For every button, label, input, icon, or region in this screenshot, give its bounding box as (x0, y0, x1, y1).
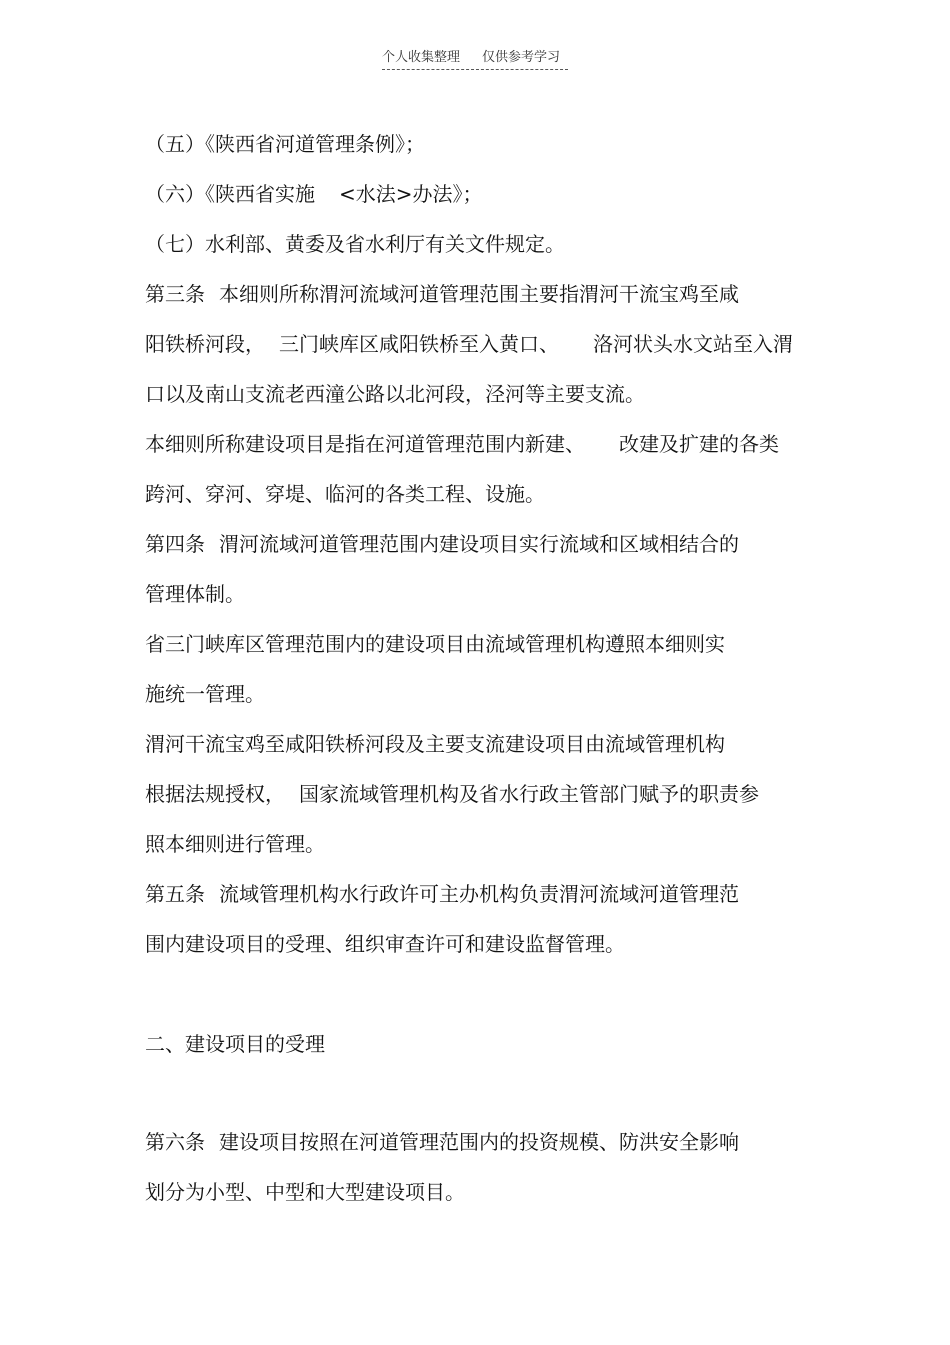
text-line-2-part-b: <水法>办法》； (339, 182, 483, 206)
article-4-line-2: 管理体制。 (145, 582, 245, 606)
article-3-line-2-part-c: 洛河状头水文站至入渭 (593, 332, 793, 356)
header-left-text: 个人收集整理 (382, 50, 461, 65)
weihe-line-2-part-a: 根据法规授权， (145, 782, 285, 806)
weihe-line-1: 渭河干流宝鸡至咸阳铁桥河段及主要支流建设项目由流域管理机构 (145, 732, 725, 756)
text-line-1: （五）《陕西省河道管理条例》； (145, 132, 425, 156)
sanmenxia-line-1: 省三门峡库区管理范围内的建设项目由流域管理机构遵照本细则实 (145, 632, 725, 656)
article-6-line-1 (145, 1130, 739, 1154)
article-3-line-2 (145, 332, 793, 356)
definition-line-1-part-a: 本细则所称建设项目是指在河道管理范围内新建、 (145, 432, 585, 456)
text-line-3: （七）水利部、黄委及省水利厅有关文件规定。 (145, 232, 565, 256)
article-3-line-3: 口以及南山支流老西潼公路以北河段，泾河等主要支流。 (145, 382, 645, 406)
article-6-line-2: 划分为小型、中型和大型建设项目。 (145, 1180, 465, 1204)
sanmenxia-line-2: 施统一管理。 (145, 682, 265, 706)
article-4-number: 第四条 (145, 532, 205, 556)
article-4-text: 渭河流域河道管理范围内建设项目实行流域和区域相结合的 (219, 532, 739, 556)
article-3-line-2-part-b: 三门峡库区咸阳铁桥至入黄口、 (279, 332, 559, 356)
weihe-line-2 (145, 782, 759, 806)
section-heading: 二、建设项目的受理 (145, 1032, 325, 1056)
article-3-line-2-part-a: 阳铁桥河段， (145, 332, 265, 356)
definition-line-1 (145, 432, 779, 456)
text-line-2 (145, 182, 483, 206)
article-5-number: 第五条 (145, 882, 205, 906)
article-3-number: 第三条 (145, 282, 205, 306)
weihe-line-2-part-b: 国家流域管理机构及省水行政主管部门赋予的职责参 (299, 782, 759, 806)
article-4-line-1 (145, 532, 739, 556)
article-6-number: 第六条 (145, 1130, 205, 1154)
article-5-line-2: 围内建设项目的受理、组织审查许可和建设监督管理。 (145, 932, 625, 956)
article-3-text: 本细则所称渭河流域河道管理范围主要指渭河干流宝鸡至咸 (219, 282, 739, 306)
article-3-line-1 (145, 282, 739, 306)
article-6-text: 建设项目按照在河道管理范围内的投资规模、防洪安全影响 (219, 1130, 739, 1154)
header-right-text: 仅供参考学习 (482, 50, 561, 65)
text-line-2-part-a: （六）《陕西省实施 (145, 182, 315, 206)
article-5-text: 流域管理机构水行政许可主办机构负责渭河流域河道管理范 (219, 882, 739, 906)
page-header (382, 46, 568, 70)
weihe-line-3: 照本细则进行管理。 (145, 832, 325, 856)
definition-line-1-part-b: 改建及扩建的各类 (619, 432, 779, 456)
article-5-line-1 (145, 882, 739, 906)
definition-line-2: 跨河、穿河、穿堤、临河的各类工程、设施。 (145, 482, 545, 506)
